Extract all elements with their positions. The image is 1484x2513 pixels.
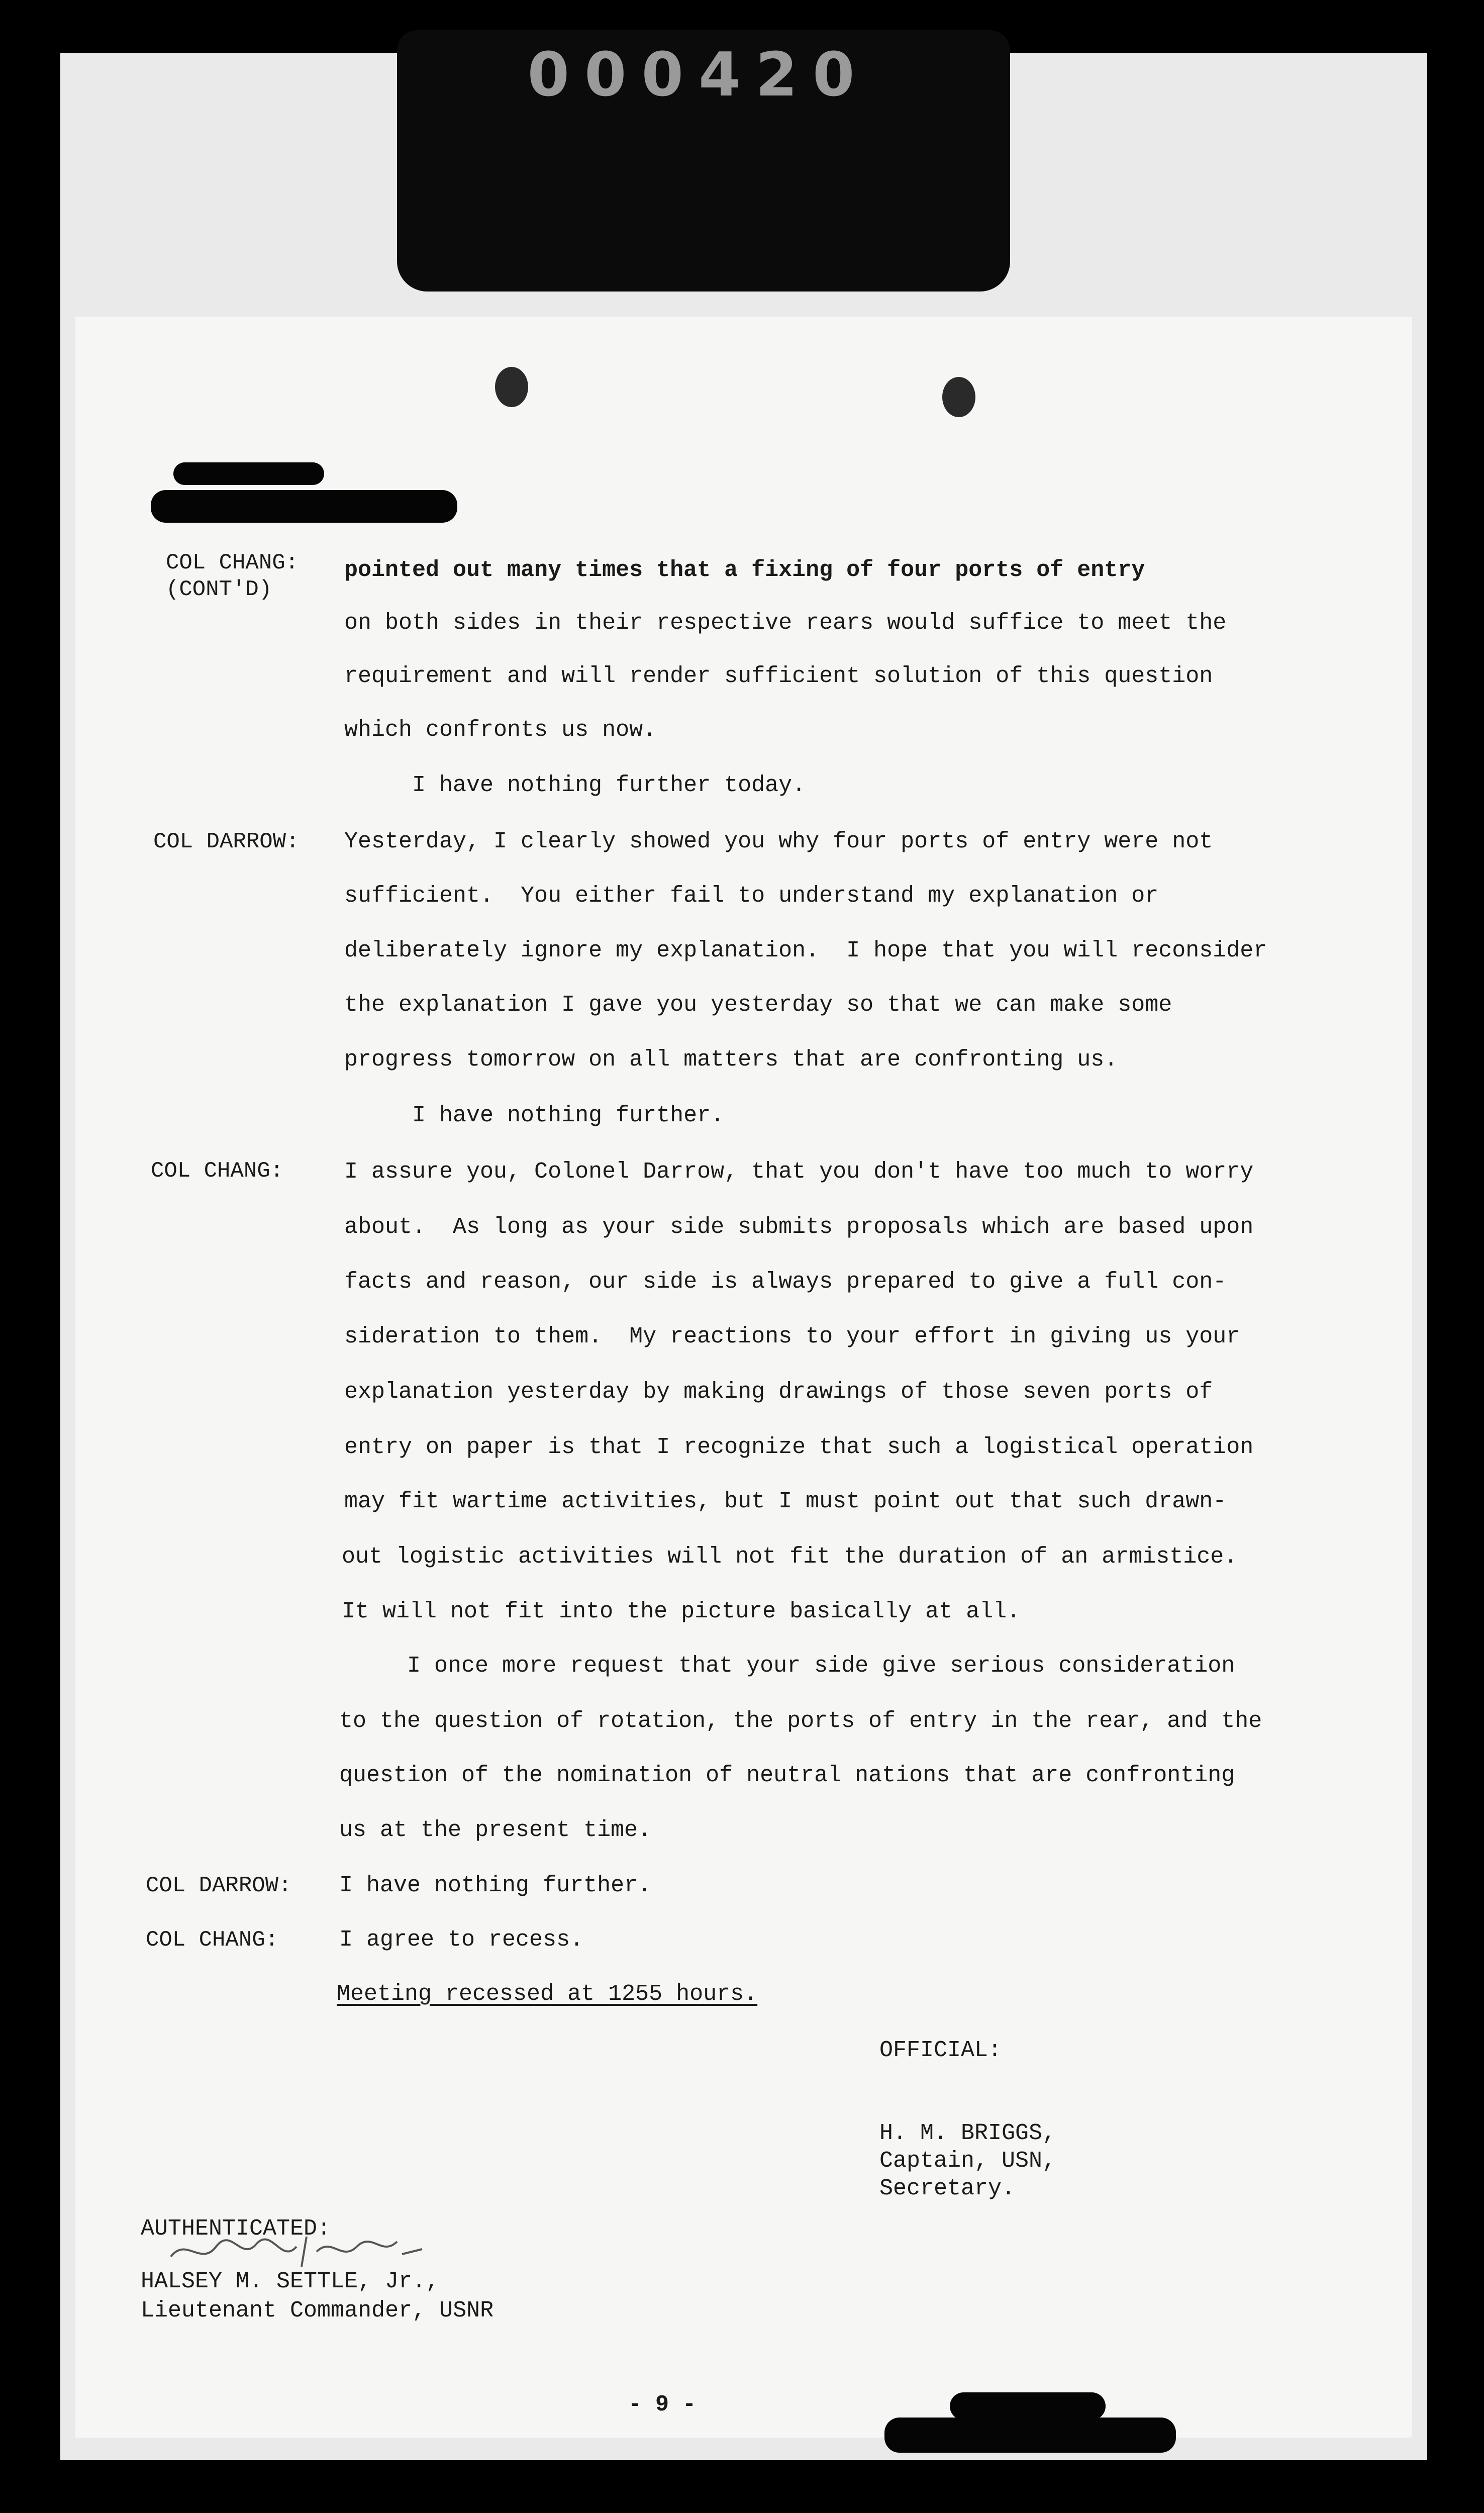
- transcript-line: on both sides in their respective rears would suffice to meet the: [344, 610, 1227, 636]
- official-title: Secretary.: [879, 2176, 1016, 2201]
- transcript-line: facts and reason, our side is always prepared to give a full con-: [344, 1269, 1227, 1295]
- transcript-line: I assure you, Colonel Darrow, that you don't have too much to worry: [344, 1159, 1254, 1185]
- authenticated-rank: Lieutenant Commander, USNR: [141, 2298, 494, 2324]
- transcript-line: I have nothing further.: [339, 1873, 652, 1898]
- transcript-line: to the question of rotation, the ports of entry in the rear, and the: [339, 1708, 1262, 1734]
- redaction-bar: [950, 2392, 1106, 2420]
- stamp-number: 000420: [527, 40, 870, 110]
- redaction-bar: [173, 462, 324, 485]
- transcript-line: Yesterday, I clearly showed you why four ports of entry were not: [344, 829, 1213, 854]
- authenticated-name: HALSEY M. SETTLE, Jr.,: [141, 2269, 440, 2294]
- transcript-line: the explanation I gave you yesterday so that we can make some: [344, 992, 1172, 1018]
- speaker-continued: (CONT'D): [166, 577, 272, 602]
- speaker-label: COL DARROW:: [146, 1873, 292, 1898]
- transcript-line: may fit wartime activities, but I must point out that such drawn-: [344, 1489, 1227, 1514]
- redaction-bar: [884, 2418, 1176, 2453]
- transcript-line: I agree to recess.: [339, 1927, 584, 1953]
- transcript-line: about. As long as your side submits proposals which are based upon: [344, 1214, 1254, 1240]
- official-rank: Captain, USN,: [879, 2148, 1056, 2174]
- transcript-line: question of the nomination of neutral nations that are confronting: [339, 1763, 1235, 1788]
- transcript-line: out logistic activities will not fit the duration of an armistice.: [342, 1544, 1238, 1570]
- handwritten-signature: [166, 2227, 427, 2272]
- transcript-line: entry on paper is that I recognize that such a logistical operation: [344, 1434, 1254, 1460]
- authenticated-label: AUTHENTICATED:: [141, 2216, 331, 2242]
- recess-note: Meeting recessed at 1255 hours.: [337, 1981, 758, 2007]
- transcript-line: progress tomorrow on all matters that are confronting us.: [344, 1047, 1118, 1073]
- transcript-line: I have nothing further today.: [344, 772, 806, 798]
- speaker-label: COL DARROW:: [153, 829, 300, 854]
- transcript-line: us at the present time.: [339, 1817, 652, 1843]
- punch-hole: [495, 367, 528, 407]
- transcript-line: deliberately ignore my explanation. I hope that you will reconsider: [344, 938, 1267, 963]
- transcript-line: sideration to them. My reactions to your effort in giving us your: [344, 1324, 1240, 1349]
- speaker-label: COL CHANG:: [151, 1158, 284, 1184]
- transcript-line: which confronts us now.: [344, 717, 657, 743]
- transcript-line: I once more request that your side give serious consideration: [339, 1653, 1235, 1679]
- speaker-label: COL CHANG:: [146, 1927, 279, 1953]
- official-name: H. M. BRIGGS,: [879, 2120, 1056, 2146]
- speaker-label: COL CHANG:: [166, 550, 299, 575]
- transcript-line: sufficient. You either fail to understand my explanation or: [344, 883, 1159, 909]
- transcript-line: It will not fit into the picture basically at all.: [342, 1599, 1021, 1624]
- redaction-bar: [151, 490, 457, 523]
- transcript-line: pointed out many times that a fixing of four ports of entry: [344, 557, 1145, 583]
- transcript-line: explanation yesterday by making drawings of those seven ports of: [344, 1379, 1213, 1405]
- page-number: - 9 -: [628, 2392, 697, 2418]
- transcript-line: requirement and will render sufficient solution of this question: [344, 663, 1213, 689]
- punch-hole: [942, 377, 975, 417]
- transcript-line: I have nothing further.: [344, 1103, 725, 1128]
- official-label: OFFICIAL:: [879, 2038, 1002, 2063]
